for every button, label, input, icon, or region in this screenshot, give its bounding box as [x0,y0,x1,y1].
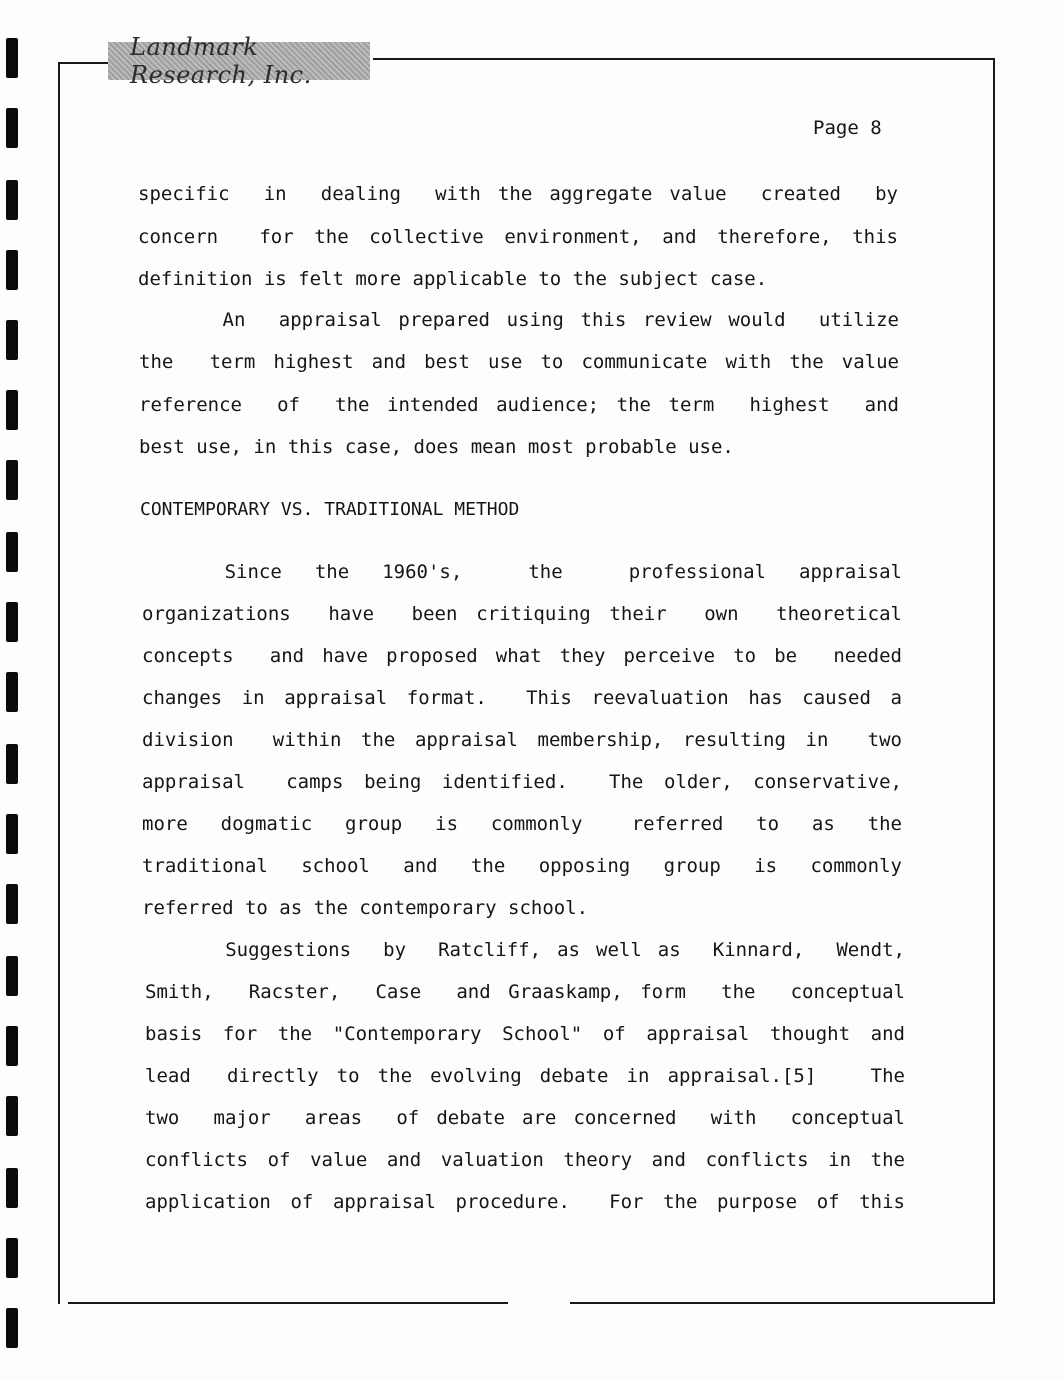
border-bottom-left [68,1302,508,1304]
text-line: Since the 1960's, the professional appraisal [142,561,902,583]
text-line: referred to as the contemporary school. [142,897,589,919]
text-line: appraisal camps being identified. The older, conservative, [142,771,902,793]
text-line: reference of the intended audience; the term highest and [139,394,899,416]
binding-mark [6,320,18,360]
binding-mark [6,956,18,996]
binding-mark [6,108,18,148]
letterhead-logo [108,33,370,89]
text-line: the term highest and best use to communicate with the value [139,351,899,373]
page-number: Page 8 [813,117,882,139]
binding-mark [6,460,18,500]
text-line: two major areas of debate are concerned with conceptual [145,1107,905,1129]
text-line: lead directly to the evolving debate in appraisal.[5] The [145,1065,905,1087]
text-line: specific in dealing with the aggregate value created by [138,183,898,205]
binding-mark [6,744,18,784]
text-line: application of appraisal procedure. For the purpose of this [145,1191,905,1213]
binding-mark [6,390,18,430]
text-line: definition is felt more applicable to the subject case. [138,268,768,290]
binding-holes [0,0,30,1380]
text-line: division within the appraisal membership, resulting in two [142,729,902,751]
text-line: changes in appraisal format. This reevaluation has caused a [142,687,902,709]
border-right [993,58,995,1304]
section-heading: CONTEMPORARY VS. TRADITIONAL METHOD [140,499,520,520]
binding-mark [6,250,18,290]
text-line: conflicts of value and valuation theory and conflicts in the [145,1149,905,1171]
binding-mark [6,602,18,642]
text-line: organizations have been critiquing their own theoretical [142,603,902,625]
text-line: concern for the collective environment, and therefore, this [138,226,898,248]
text-line: more dogmatic group is commonly referred to as the [142,813,902,835]
text-line: concepts and have proposed what they perceive to be needed [142,645,902,667]
binding-mark [6,532,18,572]
binding-mark [6,180,18,220]
text-line: An appraisal prepared using this review would utilize [139,309,899,331]
binding-mark [6,672,18,712]
border-left [58,62,60,1304]
text-line: Smith, Racster, Case and Graaskamp, form the conceptual [145,981,905,1003]
border-bottom-right [570,1302,995,1304]
binding-mark [6,1096,18,1136]
binding-mark [6,1026,18,1066]
binding-mark [6,1308,18,1348]
text-line: basis for the "Contemporary School" of appraisal thought and [145,1023,905,1045]
text-line: Suggestions by Ratcliff, as well as Kinnard, Wendt, [145,939,905,961]
text-line: best use, in this case, does mean most probable use. [139,436,734,458]
binding-mark [6,884,18,924]
binding-mark [6,38,18,78]
letterhead-text: Landmark Research, Inc. [130,33,312,89]
border-top-left [58,62,108,64]
border-top-right [373,58,995,60]
binding-mark [6,1168,18,1208]
binding-mark [6,1238,18,1278]
text-line: traditional school and the opposing group is commonly [142,855,902,877]
binding-mark [6,814,18,854]
